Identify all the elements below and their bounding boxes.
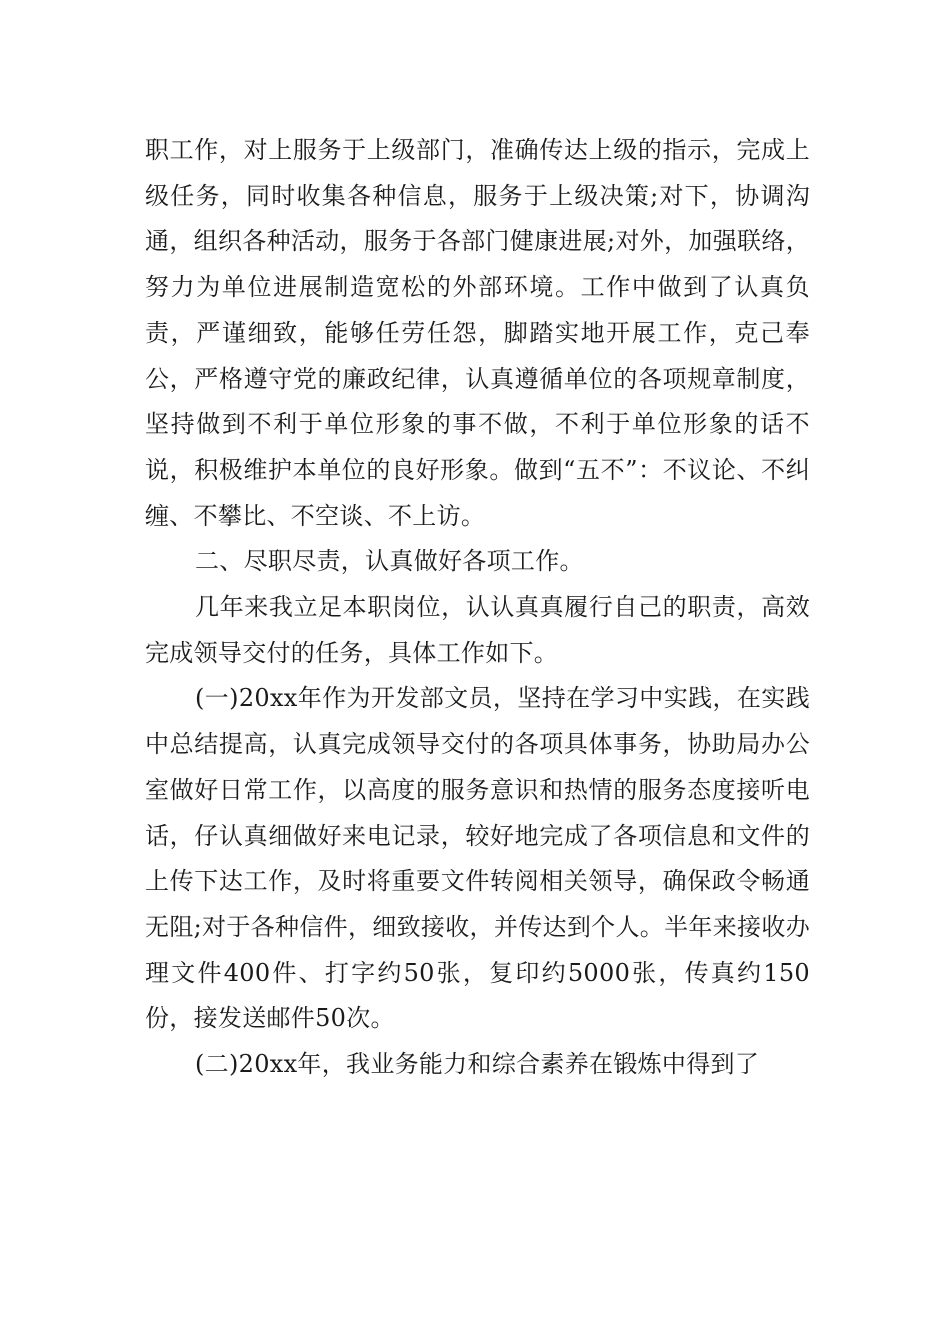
paragraph-duty-continuation: 职工作，对上服务于上级部门，准确传达上级的指示，完成上级任务，同时收集各种信息，服务于上级决策;对下，协调沟通，组织各种活动，服务于各部门健康进展;对外，加强联络，努力为单位进展制造宽松的外部环境。工作中做到了认真负责，严谨细致，能够任劳任怨，脚踏实地开展工作，克己奉公，严格遵守党的廉政纪律，认真遵循单位的各项规章制度，坚持做到不利于单位形象的事不做，不利于单位形象的话不说，积极维护本单位的良好形象。做到“五不”：不议论、不纠缠、不攀比、不空谈、不上访。 <box>145 136 810 530</box>
document-body <box>145 128 810 1088</box>
paragraph-intro: 几年来我立足本职岗位，认认真真履行自己的职责，高效完成领导交付的任务，具体工作如下。 <box>145 593 810 667</box>
paragraph-item-two: (二)20xx年，我业务能力和综合素养在锻炼中得到了 <box>195 1050 760 1079</box>
paragraph-item-one: (一)20xx年作为开发部文员，坚持在学习中实践，在实践中总结提高，认真完成领导交付的各项具体事务，协助局办公室做好日常工作，以高度的服务意识和热情的服务态度接听电话，仔认真细做好来电记录，较好地完成了各项信息和文件的上传下达工作，及时将重要文件转阅相关领导，确保政令畅通无阻;对于各种信件，细致接收，并传达到个人。半年来接收办理文件400件、打字约50张，复印约5000张，传真约150份，接发送邮件50次。 <box>145 684 810 1033</box>
section-heading-two: 二、尽职尽责，认真做好各项工作。 <box>195 547 584 576</box>
